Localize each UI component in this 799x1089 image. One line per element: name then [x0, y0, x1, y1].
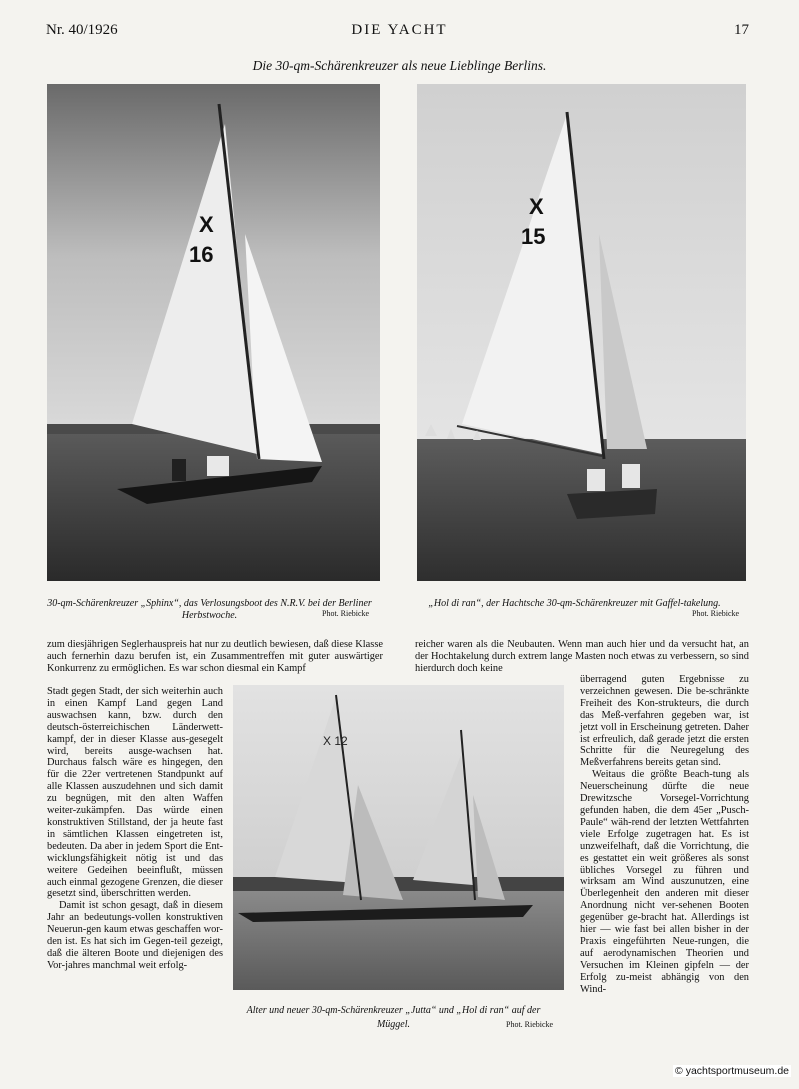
- sail-letter: X: [199, 212, 214, 237]
- paragraph: Weitaus die größte Beach-tung als Neuerscheinung dürfte die neue Drewitzsche Vorsegel-Vorrichtung gefunden haben, die dem 45er „Pusch-Paule“ wäh-rend der letzten Wettfahrten viele Erfolge zugetragen hat. Es ist unzweifelhaft, daß die Vorrichtung, die es gestattet ein weit größeres als sonst übliches Vorsegel zu führen und wirksam am Wind auszunutzen, eine Überlegenheit den anderen mit dieser Anordnung nicht ver-sehenen Booten gegenüber ge-bracht hat. Allerdings ist hier — wie fast bei allen bisher in der Praxis eingeführten Neue-rungen, die auf aerodynamischen Theorien und Versuchen im Kleinen gipfeln — der Erfolg zu-meist abhängig von den Wind-: [580, 769, 749, 995]
- page-number: 17: [734, 22, 749, 38]
- paragraph: Damit ist schon gesagt, daß in diesem Jahr an bedeutungs-vollen konstruktiven Neuerun-gen kaum etwas geschaffen wor-den ist. Es hat sich im Gegen-teil gezeigt, daß die älteren Boote und diejenigen des Vor-jahres manchmal weit erfolg-: [47, 900, 223, 971]
- sail-letter: X: [529, 194, 544, 219]
- column-1-narrow: [47, 686, 223, 972]
- caption-jutta: Alter und neuer 30-qm-Schärenkreuzer „Jutta“ und „Hol di ran“ auf der Müggel.: [246, 1005, 541, 1030]
- watermark: © yachtsportmuseum.de: [675, 1065, 789, 1077]
- photo-jutta-and-hol-di-ran: [233, 685, 564, 990]
- caption-sphinx: 30-qm-Schärenkreuzer „Sphinx“, das Verlosungsboot des N.R.V. bei der Berliner Herbstwoche.: [47, 598, 372, 621]
- photo-credit: Phot. Riebicke: [506, 1020, 554, 1029]
- paragraph: zum diesjährigen Seglerhauspreis hat nur zu deutlich bewiesen, daß diese Klasse auch fernerhin dazu berufen ist, ein Zusammentreffen mit guter auswärtiger Konkurrenz zu ermöglichen. Es war schon diesmal ein Kampf: [47, 639, 383, 674]
- column-2-top: [415, 639, 749, 675]
- photo-sphinx: [47, 84, 380, 581]
- issue-number: Nr. 40/1926: [46, 22, 118, 38]
- sail-number: 16: [189, 242, 214, 267]
- photo-credit: Phot. Riebicke: [692, 609, 740, 618]
- magazine-title: DIE YACHT: [351, 22, 448, 38]
- article-title: Die 30-qm-Schärenkreuzer als neue Lieblinge Berlins.: [252, 58, 547, 73]
- paragraph: Stadt gegen Stadt, der sich weiterhin auch in einen Kampf Land gegen Land auswachsen kann, bzw. durch den deutsch-österreichischen Länderwett-kampf, der in dieser Klasse aus-gesegelt wird, bereits ausge-wachsen hat. Durchaus falsch wäre es hingegen, den für die 22er vertretenen Standpunkt auf alle Klassen auszudehnen und sich damit zu begnügen, mit den alten Waffen weiter-zukämpfen. Das würde einen konstruktiven Stillstand, der ja heute fast in sämtlichen Klassen eingetreten ist, bedeuten. Da aber in jedem Sport die Ent-wicklungsfähigkeit nötig ist und das weitere Gedeihen beeinflußt, müssen auch einmal gezogene Grenzen, die dieser gesetzt sind, überschritten werden.: [47, 686, 223, 900]
- paragraph: reicher waren als die Neubauten. Wenn man auch hier und da versucht hat, an der Hochtakelung durch extrem lange Masten noch etwas zu verbessern, so sind hierdurch doch keine: [415, 639, 749, 674]
- column-1-top: [47, 639, 383, 675]
- photo-credit: Phot. Riebicke: [322, 609, 370, 618]
- sail-number: 15: [521, 224, 546, 249]
- sail-number: X 12: [323, 734, 348, 748]
- paragraph: überragend guten Ergebnisse zu verzeichnen gewesen. Die be-schränkte Freiheit des Kon-strukteurs, die durch das Meß-verfahren gegeben war, ist jetzt voll in Erscheinung getreten. Daher ist erfreulich, daß gerade jetzt die ersten Schritte für die Neuregelung des Meßverfahrens bereits getan sind.: [580, 674, 749, 769]
- hull: [567, 489, 657, 519]
- photo-hol-di-ran: [417, 84, 746, 581]
- caption-hol-di-ran: „Hol di ran“, der Hachtsche 30-qm-Schärenkreuzer mit Gaffel-takelung.: [428, 598, 721, 609]
- column-2-narrow: [580, 674, 749, 995]
